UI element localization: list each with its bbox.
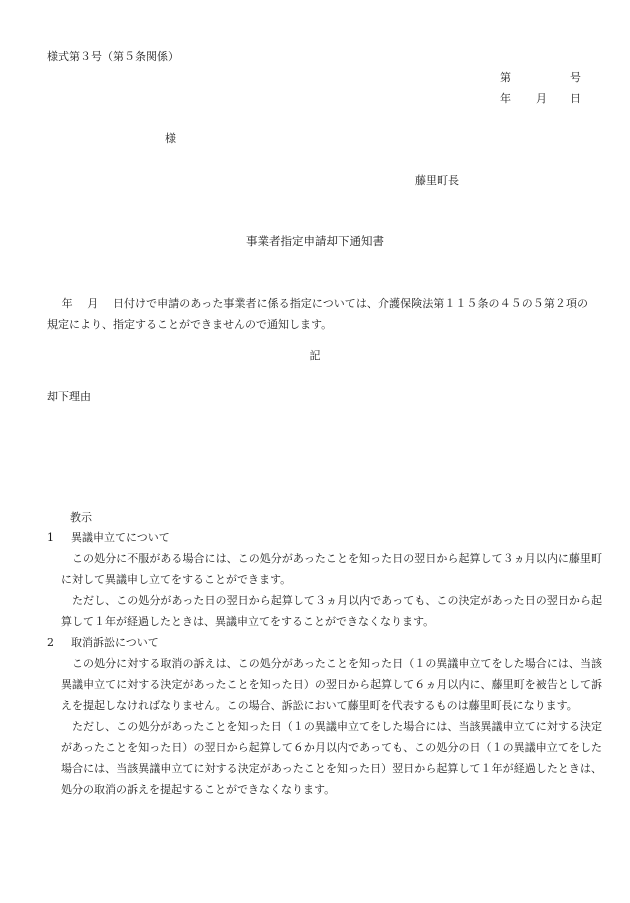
date-day-label: 日: [570, 92, 581, 105]
section-heading: [47, 632, 602, 653]
section-number: 1: [47, 531, 54, 544]
section-heading-text: 取消訴訟について: [71, 636, 159, 649]
addressee-honorific: 様: [165, 132, 176, 145]
document-number-suffix: 号: [570, 71, 581, 84]
instructions-section: [47, 527, 602, 632]
instructions-section: [47, 632, 602, 800]
instructions-section-list: [47, 527, 602, 800]
document-title: 事業者指定申請却下通知書: [246, 234, 384, 248]
section-paragraph: ただし、この処分があった日の翌日から起算して３ヵ月以内であっても、この決定があった日の翌日から起算して１年が経過したときは、異議申立てをすることができなくなります。: [61, 594, 602, 628]
section-paragraph: ただし、この処分があったことを知った日（１の異議申立てをした場合には、当該異議申立てに対する決定があったことを知った日）の翌日から起算して６か月以内であっても、この処分の日（１の異議申立てをした場合には、当該異議申立てに対する決定があったことを知った日）翌日から起算して１年が経過したときは、処分の取消の訴えを提起することができなくなります。: [61, 720, 602, 796]
sender-name: 藤里町長: [415, 174, 459, 187]
section-number: 2: [47, 636, 54, 649]
section-heading: [47, 527, 602, 548]
section-paragraph: この処分に不服がある場合には、この処分があったことを知った日の翌日から起算して３ヵ月以内に藤里町に対して異議申し立てをすることができます。: [61, 552, 602, 586]
rejection-reason-label: 却下理由: [47, 390, 91, 403]
date-month-label: 月: [536, 92, 547, 105]
notice-body: [47, 293, 588, 335]
date-year-label: 年: [500, 92, 511, 105]
instructions-title: 教示: [70, 511, 92, 524]
section-paragraph: この処分に対する取消の訴えは、この処分があったことを知った日（１の異議申立てをした場合には、当該異議申立てに対する決定があったことを知った日）の翌日から起算して６ヵ月以内に、藤里町を被告として訴えを提起しなければなりません。この場合、訴訟において藤里町を代表するものは藤里町長になります。: [61, 657, 602, 712]
section-heading-text: 異議申立てについて: [71, 531, 170, 544]
form-number: 様式第３号（第５条関係）: [47, 50, 179, 63]
document-number-label: 第: [500, 71, 511, 84]
ki-marker: 記: [309, 349, 321, 362]
notice-body-text: 年 月 日付けで申請のあった事業者に係る指定については、介護保険法第１１５条の４５の５第２項の規定により、指定することができませんので通知します。: [47, 297, 588, 331]
